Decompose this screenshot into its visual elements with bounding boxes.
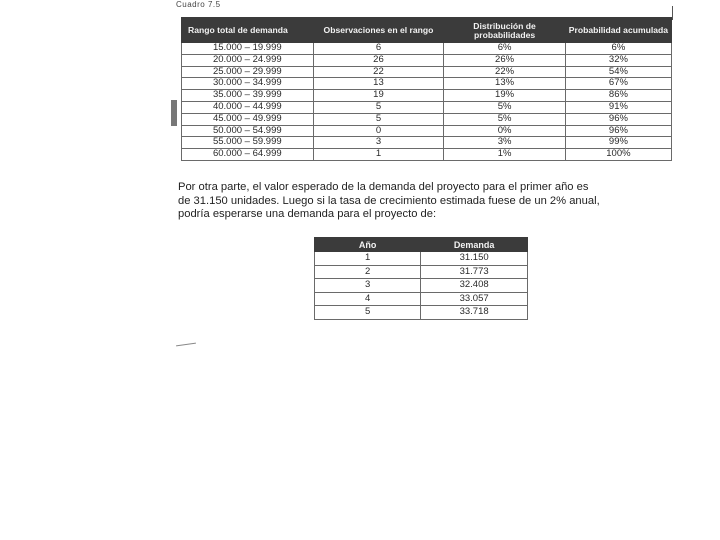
paragraph-line: Por otra parte, el valor esperado de la demanda del proyecto para el primer año es [178, 181, 589, 193]
cell-cumulative: 86% [565, 90, 671, 102]
header-demand: Demanda [421, 238, 528, 252]
table-row [315, 306, 528, 320]
cell-distribution: 19% [444, 90, 566, 102]
table-row [182, 125, 672, 137]
cell-distribution: 13% [444, 78, 566, 90]
cell-distribution: 5% [444, 101, 566, 113]
cell-observations: 13 [313, 78, 444, 90]
cell-range: 35.000 – 39.999 [182, 90, 314, 102]
cell-observations: 6 [313, 43, 444, 55]
cell-cumulative: 99% [565, 137, 671, 149]
cell-distribution: 26% [444, 54, 566, 66]
cell-year: 4 [315, 292, 421, 306]
cell-year: 1 [315, 252, 421, 266]
cell-distribution: 1% [444, 149, 566, 161]
cell-range: 55.000 – 59.999 [182, 137, 314, 149]
table-row [182, 113, 672, 125]
cell-demand: 33.057 [421, 292, 528, 306]
paragraph-line: de 31.150 unidades. Luego si la tasa de crecimiento estimada fuese de un 2% anual, [178, 194, 600, 207]
distribution-table [181, 17, 672, 161]
cell-cumulative: 96% [565, 113, 671, 125]
cell-range: 30.000 – 34.999 [182, 78, 314, 90]
header-cumulative: Probabilidad acumulada [565, 18, 671, 43]
cell-demand: 33.718 [421, 306, 528, 320]
table-row [182, 43, 672, 55]
table-row [315, 265, 528, 279]
cell-distribution: 5% [444, 113, 566, 125]
cell-demand: 31.150 [421, 252, 528, 266]
cell-range: 60.000 – 64.999 [182, 149, 314, 161]
table-row [182, 101, 672, 113]
distribution-header-row [182, 18, 672, 43]
cell-observations: 5 [313, 101, 444, 113]
cell-year: 3 [315, 279, 421, 293]
cell-observations: 5 [313, 113, 444, 125]
table-row [182, 149, 672, 161]
cell-observations: 0 [313, 125, 444, 137]
paragraph-line: podría esperarse una demanda para el proyecto de: [178, 208, 437, 221]
scan-artifact [171, 100, 177, 126]
cell-year: 5 [315, 306, 421, 320]
header-distribution: Distribución de probabilidades [444, 18, 566, 43]
table-row [182, 90, 672, 102]
cell-observations: 19 [313, 90, 444, 102]
table-row [315, 292, 528, 306]
table-row [182, 78, 672, 90]
cell-observations: 22 [313, 66, 444, 78]
cell-distribution: 6% [444, 43, 566, 55]
cell-cumulative: 100% [565, 149, 671, 161]
cell-range: 15.000 – 19.999 [182, 43, 314, 55]
cell-cumulative: 6% [565, 43, 671, 55]
cell-range: 45.000 – 49.999 [182, 113, 314, 125]
cell-observations: 26 [313, 54, 444, 66]
cell-cumulative: 32% [565, 54, 671, 66]
scan-edge-mark [672, 6, 673, 20]
cell-range: 50.000 – 54.999 [182, 125, 314, 137]
cell-observations: 3 [313, 137, 444, 149]
demand-header-row [315, 238, 528, 252]
table-row [315, 279, 528, 293]
cell-cumulative: 54% [565, 66, 671, 78]
cell-cumulative: 67% [565, 78, 671, 90]
header-year: Año [315, 238, 421, 252]
demand-table [314, 237, 528, 320]
cell-demand: 31.773 [421, 265, 528, 279]
cell-range: 20.000 – 24.999 [182, 54, 314, 66]
body-paragraph [178, 181, 672, 222]
page-label-cutoff: Cuadro 7.5 [176, 0, 221, 9]
cell-distribution: 22% [444, 66, 566, 78]
cell-cumulative: 96% [565, 125, 671, 137]
table-row [182, 66, 672, 78]
table-row [182, 137, 672, 149]
table-row [315, 252, 528, 266]
cell-range: 40.000 – 44.999 [182, 101, 314, 113]
pen-stroke [176, 343, 196, 347]
header-range: Rango total de demanda [182, 18, 314, 43]
cell-year: 2 [315, 265, 421, 279]
cell-distribution: 3% [444, 137, 566, 149]
cell-range: 25.000 – 29.999 [182, 66, 314, 78]
cell-demand: 32.408 [421, 279, 528, 293]
cell-cumulative: 91% [565, 101, 671, 113]
header-observations: Observaciones en el rango [313, 18, 444, 43]
table-row [182, 54, 672, 66]
cell-distribution: 0% [444, 125, 566, 137]
cell-observations: 1 [313, 149, 444, 161]
